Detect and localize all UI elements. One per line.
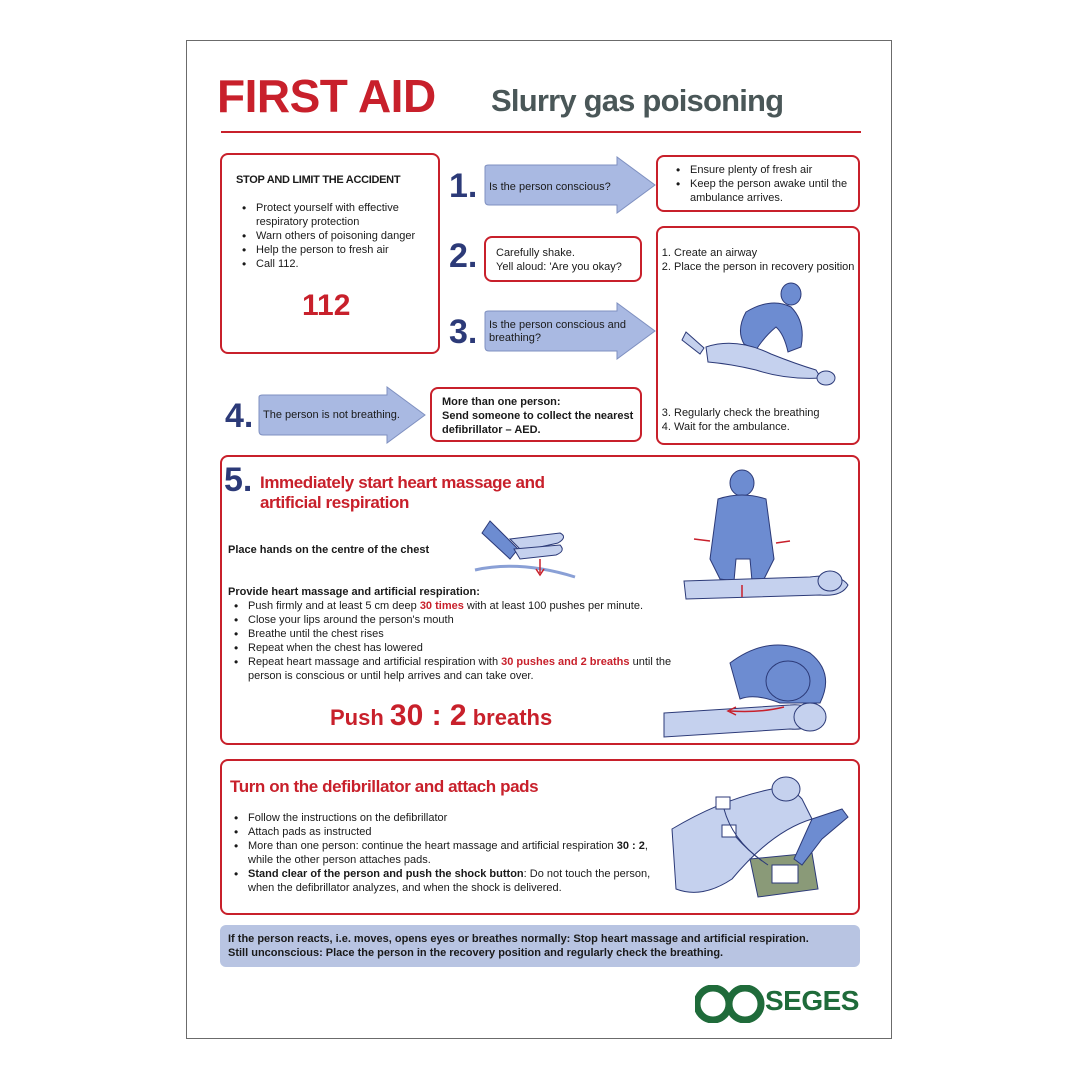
list-item: • Attach pads as instructed (248, 825, 658, 839)
recovery-list-top (658, 246, 874, 274)
list-item: • Stand clear of the person and push the shock button: Do not touch the person, when the defibrillator analyzes, and when the shock is delivered. (248, 867, 658, 895)
poster-title: FIRST AID (217, 70, 436, 122)
defibrillator-title: Turn on the defibrillator and attach pads (230, 777, 539, 796)
defibrillator-illustration-icon (662, 769, 858, 915)
list-item: • Follow the instructions on the defibrillator (248, 811, 658, 825)
highlight-30-times: 30 times (419, 600, 464, 612)
list-item: 3. Regularly check the breathing (674, 406, 874, 420)
stop-box-list (236, 201, 436, 271)
step-1-text: Is the person conscious? (489, 181, 611, 193)
stop-box-heading: STOP AND LIMIT THE ACCIDENT (236, 174, 401, 186)
chest-compression-illustration-icon (680, 469, 860, 609)
recovery-position-illustration-icon (676, 282, 856, 392)
header-rule (221, 131, 861, 133)
rescue-breath-illustration-icon (660, 633, 860, 745)
footer-band (220, 925, 860, 967)
list-item: • Call 112. (256, 257, 436, 271)
list-item: • Warn others of poisoning danger (256, 229, 436, 243)
list-item: • Repeat when the chest has lowered (248, 641, 684, 655)
list-item: • Breathe until the chest rises (248, 627, 684, 641)
section-5-box (220, 455, 860, 745)
list-item: • Repeat heart massage and artificial respiration with 30 pushes and 2 breaths until the person is conscious or until help arrives and can take over. (248, 655, 684, 683)
list-item: • Protect yourself with effective respiratory protection (256, 201, 436, 229)
more-than-one-line-1: More than one person: (442, 396, 561, 408)
step-3-text: Is the person conscious and breathing? (489, 319, 626, 344)
list-item: 1. Create an airway (674, 246, 874, 260)
poster-subtitle: Slurry gas poisoning (491, 83, 784, 118)
step-2-number: 2. (449, 237, 478, 275)
list-item: 4. Wait for the ambulance. (674, 420, 874, 434)
step-4-text: The person is not breathing. (263, 409, 400, 421)
step-3-number: 3. (449, 313, 478, 351)
step-2-line-2: Yell aloud: 'Are you okay? (496, 261, 622, 273)
conscious-box (656, 155, 860, 212)
hands-label: Place hands on the centre of the chest (228, 544, 430, 556)
recovery-list-bottom (658, 406, 874, 434)
list-item: • Ensure plenty of fresh air (690, 163, 870, 177)
defibrillator-box (220, 759, 860, 915)
seges-logo-text: SEGES (765, 985, 859, 1016)
step-1-number: 1. (449, 167, 478, 205)
highlight-30-pushes: 30 pushes and 2 breaths (501, 656, 630, 668)
footer-line-1: If the person reacts, i.e. moves, opens eyes or breathes normally: Stop heart massage and artificial respiration. (228, 933, 809, 945)
section-5-number: 5. (224, 461, 253, 499)
list-item: • Push firmly and at least 5 cm deep 30 times with at least 100 pushes per minute. (248, 599, 684, 613)
step-2-box (484, 236, 642, 282)
poster (186, 40, 892, 1039)
list-item: • Close your lips around the person's mouth (248, 613, 684, 627)
emergency-number: 112 (302, 289, 351, 322)
step-4-number: 4. (225, 397, 254, 435)
stop-box (220, 153, 440, 354)
recovery-box (656, 226, 860, 445)
footer-line-2: Still unconscious: Place the person in the recovery position and regularly check the breathing. (228, 947, 724, 959)
cpr-list (228, 599, 684, 683)
step-2-line-1: Carefully shake. (496, 247, 575, 259)
section-5-title: Immediately start heart massage and artificial respiration (260, 473, 545, 512)
more-than-one-line-2: Send someone to collect the nearest defibrillator – AED. (442, 410, 634, 436)
push-ratio-banner: Push 30 : 2 breaths (330, 699, 553, 732)
list-item: • Keep the person awake until the ambulance arrives. (690, 177, 870, 205)
list-item: • Help the person to fresh air (256, 243, 436, 257)
list-item: • More than one person: continue the heart massage and artificial respiration 30 : 2, while the other person attaches pads. (248, 839, 658, 867)
defibrillator-list (228, 811, 658, 895)
seges-logo (695, 983, 865, 1023)
list-item: 2. Place the person in recovery position (674, 260, 874, 274)
hands-on-chest-illustration-icon (470, 515, 580, 585)
provide-heading: Provide heart massage and artificial respiration: (228, 586, 480, 598)
conscious-list (670, 163, 870, 205)
more-than-one-box (430, 387, 642, 442)
seges-logo-mark-icon (695, 985, 767, 1023)
